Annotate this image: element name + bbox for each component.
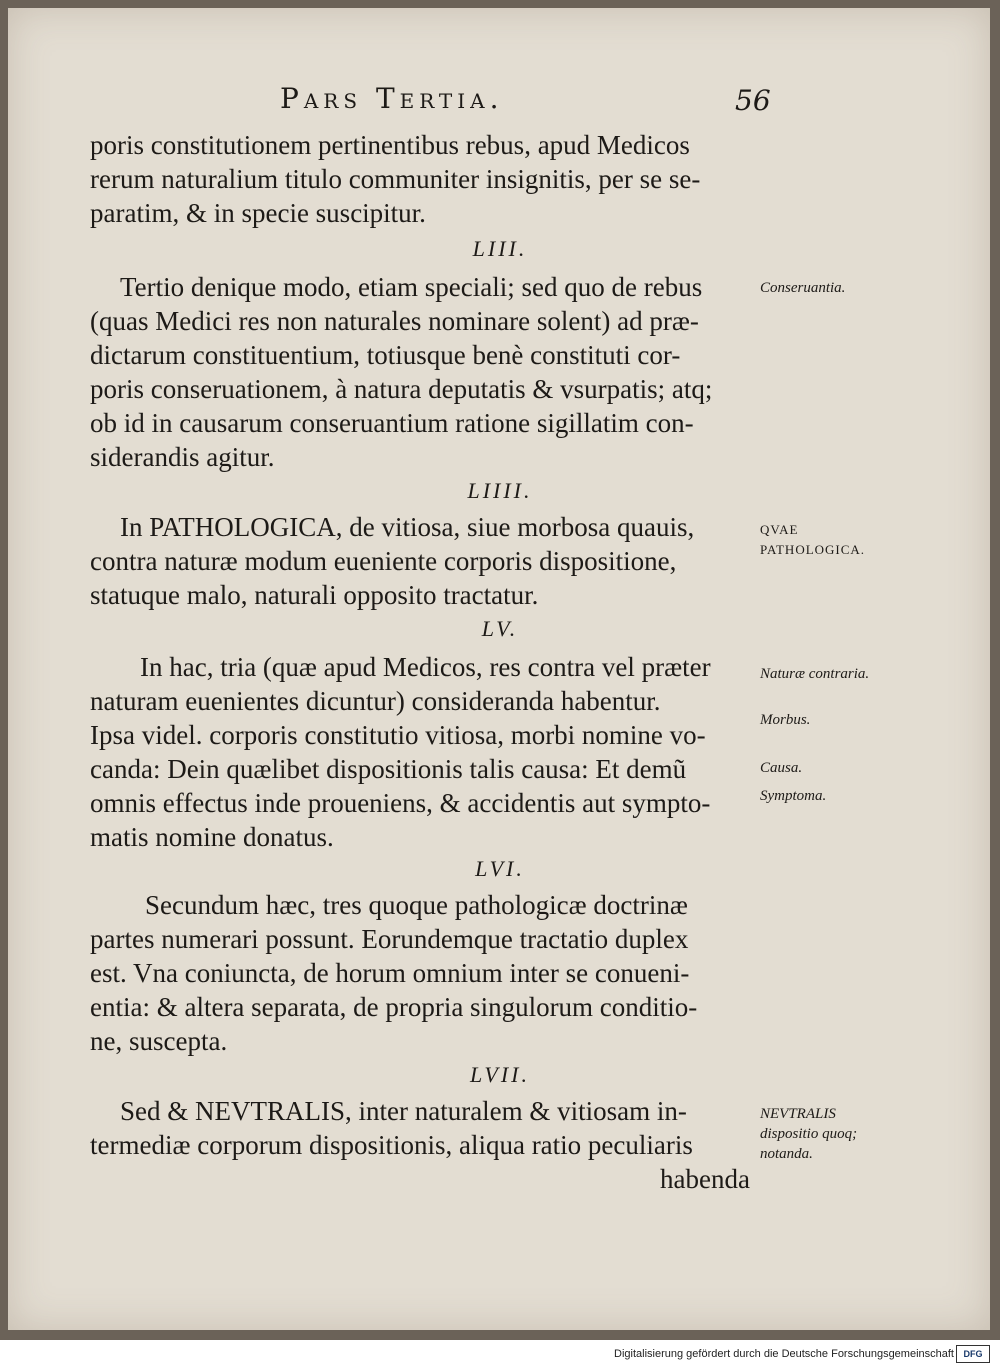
text-line: Secundum hæc, tres quoque pathologicæ doctrinæ [145, 890, 688, 920]
text-line: partes numerari possunt. Eorundemque tractatio duplex [90, 924, 689, 954]
text-line: paratim, & in specie suscipitur. [90, 198, 426, 228]
margin-note: Symptoma. [760, 788, 827, 804]
text-line: Sed & NEVTRALIS, inter naturalem & vitiosam in- [120, 1096, 687, 1126]
text-line: (quas Medici res non naturales nominare solent) ad præ- [90, 306, 699, 336]
margin-note: QVAE PATHOLOGICA. [760, 522, 866, 557]
text-line: dictarum constituentium, totiusque benè constituti cor- [90, 340, 681, 370]
section-number: LVII. [469, 1062, 530, 1087]
text-line: poris constitutionem pertinentibus rebus, apud Medicos [90, 130, 690, 160]
text-line: Ipsa videl. corporis constitutio vitiosa, morbi nomine vo- [90, 720, 706, 750]
section-number: LV. [481, 616, 519, 641]
section-number: LVI. [475, 856, 525, 881]
text-line: naturam euenientes dicuntur) consideranda habentur. [90, 686, 661, 716]
text-line: termediæ corporum dispositionis, aliqua ratio peculiaris [90, 1130, 693, 1160]
text-line: entia: & altera separata, de propria singulorum conditio- [90, 992, 698, 1022]
text-line: In PATHOLOGICA, de vitiosa, siue morbosa quauis, [120, 512, 695, 542]
text-line: est. Vna coniuncta, de horum omnium inter se conueni- [90, 958, 690, 988]
text-line: In hac, tria (quæ apud Medicos, res contra vel præter [140, 652, 711, 682]
running-header: Pars Tertia. [280, 82, 504, 115]
margin-note: Conseruantia. [760, 280, 846, 296]
text-line: ob id in causarum conseruantium ratione sigillatim con- [90, 408, 694, 438]
text-line: poris conseruationem, à natura deputatis & vsurpatis; atq; [90, 374, 713, 404]
text-line: contra naturæ modum eueniente corporis dispositione, [90, 546, 677, 576]
catchword: habenda [660, 1164, 750, 1194]
text-line: ne, suscepta. [90, 1026, 228, 1056]
section-number: LIIII. [467, 478, 533, 503]
text-line: matis nomine donatus. [90, 822, 334, 852]
text-line: siderandis agitur. [90, 442, 275, 472]
page-number: 56 [735, 84, 771, 117]
margin-note: Causa. [760, 760, 803, 776]
section-number: LIII. [472, 236, 528, 261]
text-line: omnis effectus inde proueniens, & accidentis aut sympto- [90, 788, 711, 818]
dfg-logo: DFG [956, 1345, 990, 1363]
margin-note: NEVTRALIS dispositio quoq; notanda. [760, 1106, 858, 1162]
margin-note: Naturæ contraria. [760, 666, 870, 682]
text-line: statuque malo, naturali opposito tractatur. [90, 580, 539, 610]
text-line: Tertio denique modo, etiam speciali; sed quo de rebus [120, 272, 703, 302]
margin-note: Morbus. [760, 712, 811, 728]
digitization-credit: Digitalisierung gefördert durch die Deutsche Forschungsgemeinschaft [614, 1348, 954, 1360]
text-line: canda: Dein quælibet dispositionis talis causa: Et demũ [90, 754, 687, 784]
text-line: rerum naturalium titulo communiter insignitis, per se se- [90, 164, 701, 194]
